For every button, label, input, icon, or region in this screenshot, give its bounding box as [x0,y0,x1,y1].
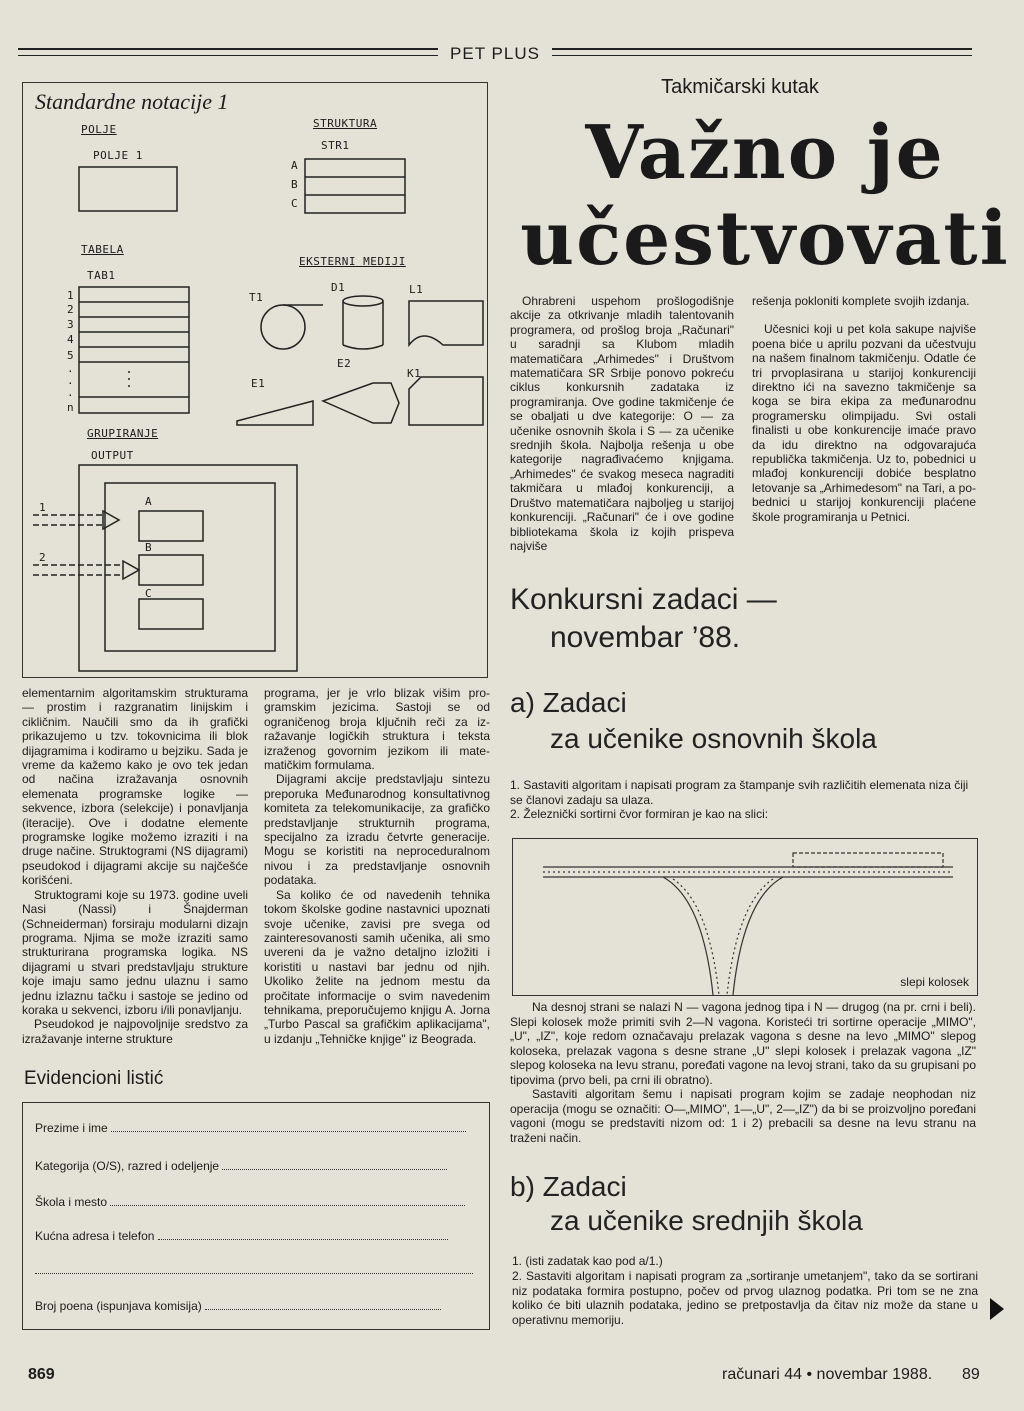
row-num-2: 2 [67,303,75,316]
group-block-c: C [145,587,153,600]
media-l1: L1 [409,283,424,296]
group-marker-1: 1 [39,501,47,514]
row-num-dot1: · [67,365,75,378]
diagram-shapes [23,83,487,677]
contest-title-line1: Konkursni zadaci — [510,583,777,616]
continue-arrow-icon [990,1298,1004,1320]
media-t1: T1 [249,291,264,304]
paragraph: programa, jer je vrlo blizak višim programskim jezicima. Sastoji se od ograničenog broja ključnih reči za izražavanje logičkih struktura i teksta izraženog govornim jezikom ili matematičkim formulama. [264,686,490,773]
form-field-school[interactable] [35,1195,465,1209]
group-block-a: A [145,495,153,508]
form-field-label: Kategorija (O/S), razred i odeljenje [35,1159,220,1173]
form-field-label: Prezime i ime [35,1121,108,1135]
paragraph: Struktogrami koje su 1973. godine uveli Nasi (Nassi) i Šnajderman (Schneiderman) forsiraju modularni dizajn programa. Njima se može izraziti samo strukturirana programska logika. NS dijagrami u stvari predstavljaju strukture koje imaju samo jednu ulaznu i samo jednu izlaznu tačku i sastoje se jedino od koraka u sekvenci, izboru i/ili ponavljanju. [22,887,248,1017]
headline-line2: učestvovati [520,196,1010,282]
section-a-line2: za učenike osnovnih škola [550,723,877,754]
header-rule-left-2 [18,55,438,56]
paragraph: Sa koliko će od navedenih tehnika tokom školske godine nastavnici upoznati svoje učenike, zavisi pre svega od zainteresovanosti samih učenika, ali smo uvereni da je važno detaljno izložiti i koristiti u nastavi bar jednu od njih. Ukoliko želite na jednom mestu da pročitate informacije o svim navedenim tehnikama, preporučujemo knjigu A. Jorna „Turbo Pascal sa grafičkim aplikacijama", u izdanju „Tehničke knjige" iz Beograda. [264,887,490,1046]
section-a-line1: a) Zadaci [510,687,627,718]
media-e2: E2 [337,357,352,370]
form-field-points[interactable] [35,1299,441,1313]
section-b-line2: za učenike srednjih škola [550,1205,863,1236]
notation-diagram [22,82,488,678]
left-article-col1 [22,686,248,1046]
contest-title-line2: novembar ’88. [550,621,741,654]
form-title: Evidencioni listić [24,1068,164,1089]
polje-label: POLJE [81,123,117,136]
section-title: PET PLUS [450,44,540,63]
eksterni-label: EKSTERNI MEDIJI [299,255,406,268]
right-page-number: 89 [962,1366,980,1383]
paragraph: elementarnim algoritamskim strukturama — prostim i razgranatim linijskim i cikličnim. Naučili smo da ih grafički prikazujemo u tzv. tokovnicima ili blok dijagramima i kodiramo u bejziku. Sada je vreme da kažemo kako je ovo tek jedan od načina izražavanja osnovnih elemenata programske logike — sekvence, izbora (selekcije) i ponavljanja (iteracije). Ove i dodatne elemente programske logike možemo izraziti i na druge načine. Struktogrami (NS dijagrami) pseudokod i dijagrami akcije su najčešće korišćeni. [22,686,248,888]
tabela-label: TABELA [81,243,124,256]
form-field-address[interactable] [35,1229,448,1243]
paragraph: Pseudokod je najpovoljnije sredstvo za izražavanje interne strukture [22,1017,248,1046]
paragraph: Na desnoj strani se nalazi N — vagona jednog tipa i N — drugog (na pr. crni i beli). Slepi kolosek može primiti svih 2—N vagona. Koristeći tri sortirne operacije „MIMO", „U", „IZ", koje redom označavaju prelazak vagona s desne na levo „MIMO" slepog koloseka, prelazak vagona s desne strane „U" slepi kolosek i prelazak vagona „IZ" slepog koloseka na levu stranu, poređati vagone na levoj strani, tako da su grupisani po tipovima (prvo beli, pa crni ili obratno). [510,1000,976,1087]
diagram-title: Standardne notacije 1 [35,89,229,114]
media-d1: D1 [331,281,346,294]
left-page-number: 869 [28,1366,55,1383]
media-k1: K1 [407,367,422,380]
group-block-b: B [145,541,153,554]
paragraph: rešenja pokloniti komplete svojih izdanja. [752,294,970,308]
paragraph: Dijagrami akcije predstavljaju sintezu preporuka Međunarodnog konsultativnog komiteta za telekomunikacije, za grafičko predstavljanje strukturnih programa, specijalno za izradu četvrte generacije. Mogu se koristiti na neproceduralnom nivou i za predstavljanje osnovnih podataka. [264,772,490,888]
task-b2: 2. Sastaviti algoritam i napisati program za „sortiranje umetanjem", tako da se sortirani niz podataka formira postupno, počev od prvog ulaznog podatka. Pri tom se ne zna koliko će biti ulaznih podataka, jedino se pretpostavlja da čitav niz može da stane u operativnu memoriju. [512,1269,978,1327]
paragraph: Učesnici koji u pet kola sakupe najviše poena biće u aprilu pozvani da učestvuju na našem finalnom takmičenju. Odatle će tri prvoplasirana u starijoj konkurenciji direktno ići na savezno takmičenje sa koga se bira ekipa za međunarodnu programersku olimpijadu. Svi ostali finalisti u obe konkurencije imaće pravo da idu direktno na odgovarajuća republička takmičenja. Uz to, pobednici u mlađoj konkurenciji dobiće besplatno letovanje sa „Arhimedesom" na Tari, a pobednici u starijoj konkurenciji plaćene škole programiranja u Petnici. [752,322,976,524]
section-b-line1: b) Zadaci [510,1171,627,1202]
form-field-address-line2[interactable] [35,1263,473,1277]
group-marker-2: 2 [39,551,47,564]
row-num-4: 4 [67,333,75,346]
right-article-col2 [752,294,976,524]
row-num-5: 5 [67,349,75,362]
grupiranje-label: GRUPIRANJE [87,427,159,440]
railway-track-drawing [513,839,977,995]
registration-form [22,1102,490,1330]
task-a1: 1. Sastaviti algoritam i napisati program za štampanje svih različitih elemenata niza čiji se članovi zadaju sa ulaza. [510,778,969,807]
polje1-label: POLJE 1 [93,149,143,162]
struktura-label: STRUKTURA [313,117,378,130]
form-field-category[interactable] [35,1159,447,1173]
form-field-label: Škola i mesto [35,1195,108,1209]
figure-label: slepi kolosek [900,975,969,989]
form-field-name[interactable] [35,1121,466,1135]
media-e1: E1 [251,377,266,390]
right-article-col1 [510,294,734,553]
task-b1: 1. (isti zadatak kao pod a/1.) [512,1254,663,1268]
struct-row-a: A [291,159,299,172]
railway-figure [512,838,978,996]
task-a2-description [510,1000,976,1145]
form-field-label: Broj poena (ispunjava komisija) [35,1299,202,1313]
tab1-label: TAB1 [87,269,116,282]
row-num-1: 1 [67,289,75,302]
issue-line: računari 44 • novembar 1988. [722,1366,933,1383]
row-num-dot2: · [67,377,75,390]
headline-line1: Važno je [585,110,945,196]
paragraph: Ohrabreni uspehom prošlogodišnje akcije za otkrivanje mladih talentovanih programera, od prošlog broja „Računari" u saradnji sa Klubom mladih matematičara „Arhimedes" i Društvom matematičara SR Srbije ponovo pokreću ciklus konkursnih zadataka iz programiranja. Ove godine takmičenje će se obaljati u dve kategorije: O — za učenike osnovnih škola i S — za učenike srednjih škola. Najbolja rešenja u obe kategorije nagrađivaćemo knjigama. „Arhimedes" će svakog meseca nagraditi takmičara u mlađoj konkurenciji, a Društvo matematičara najboljeg u starijoj konkurenciji. „Računari" će i ove godine bibliotekama škola iz kojih prispeva najviše [510,294,734,553]
str1-label: STR1 [321,139,350,152]
header-rule-left [18,48,438,50]
form-field-label: Kućna adresa i telefon [35,1229,155,1243]
header-rule-right [552,48,972,50]
kicker: Takmičarski kutak [661,76,819,98]
row-num-3: 3 [67,318,75,331]
struct-row-b: B [291,178,299,191]
task-a2: 2. Železnički sortirni čvor formiran je kao na slici: [510,807,769,821]
paragraph: Sastaviti algoritam šemu i napisati program kojim se zadaje neophodan niz operacija (mogu se označiti: O—„MIMO", 1—„U", 2—„IZ") da bi se proizvoljno poređani vagoni (mogu se predstaviti nizom od: 1 i 2) prebacili sa desne na levu stranu na traženi način. [510,1087,976,1145]
struct-row-c: C [291,197,299,210]
row-num-dot3: · [67,389,75,402]
output-label: OUTPUT [91,449,134,462]
row-num-n: n [67,401,75,414]
left-article-col2 [264,686,490,1046]
header-rule-right-2 [552,55,972,56]
